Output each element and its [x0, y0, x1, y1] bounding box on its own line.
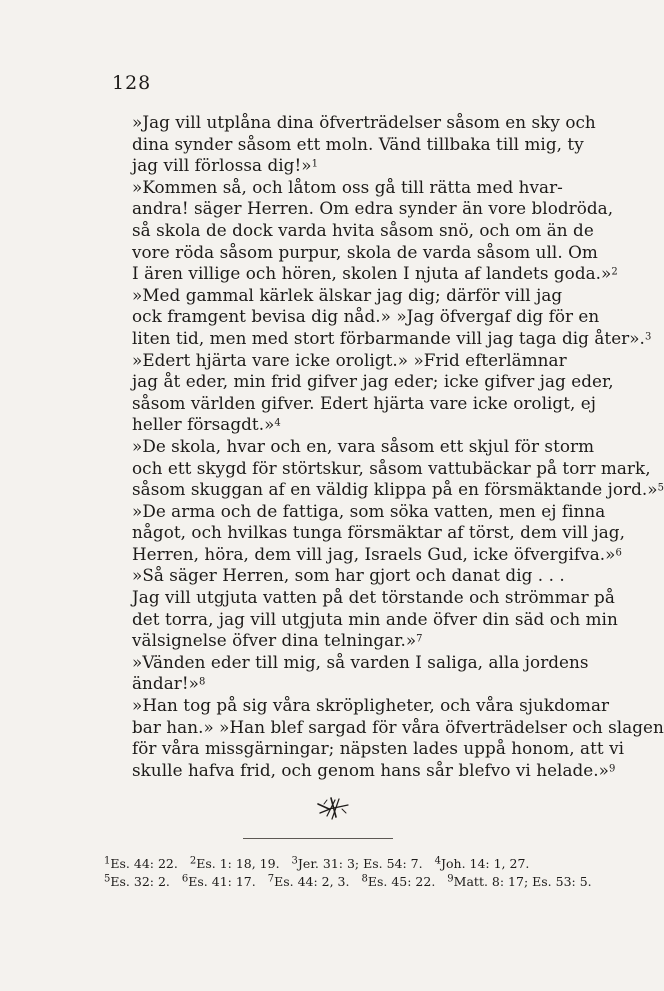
footnote-reference: 1: [311, 158, 319, 170]
text-line: »Jag vill utplåna dina öfverträdelser såsom en sky och: [132, 112, 596, 132]
footnotes: [104, 855, 591, 891]
paragraph: [104, 435, 664, 501]
text-line: såsom skuggan af en väldig klippa på en försmäktande jord.»$^5$: [132, 479, 664, 500]
text-line: Jag vill utgjuta vatten på det törstande och strömmar på: [132, 587, 615, 608]
paragraph: [104, 500, 625, 566]
footnote: $^4$Joh. 14: 1, 27.: [434, 855, 530, 871]
text-line: välsignelse öfver dina telningar.»$^7$: [132, 630, 423, 651]
fleuron-ornament-icon: [315, 795, 351, 821]
text-line: och ett skygd för störtskur, såsom vattubäckar på torr mark,: [132, 457, 651, 478]
text-line: »Så säger Herren, som har gjort och danat dig . . .: [132, 565, 565, 586]
footnote-reference: 2: [611, 266, 618, 278]
footnote-reference: 9: [609, 763, 616, 775]
text-line: »Edert hjärta vare icke oroligt.» »Frid efterlämnar: [132, 349, 567, 370]
footnote: $^1$Es. 44: 22.: [104, 855, 178, 871]
text-line: något, och hvilkas tunga försmäktar af törst, dem vill jag,: [132, 522, 625, 543]
footnote: $^2$Es. 1: 18, 19.: [189, 855, 280, 871]
text-line: »Kommen så, och låtom oss gå till rätta med hvar-: [132, 176, 563, 197]
text-line: andra! säger Herren. Om edra synder än vore blodröda,: [132, 198, 614, 219]
text-line: såsom världen gifver. Edert hjärta vare icke oroligt, ej: [132, 392, 597, 413]
text-line: det torra, jag vill utgjuta min ande öfver din säd och min: [132, 608, 618, 629]
text-line: »Han tog på sig våra skröpligheter, och våra sjukdomar: [132, 695, 610, 716]
footnote: $^3$Jer. 31: 3; Es. 54: 7.: [291, 855, 423, 871]
text-line: »De skola, hvar och en, vara såsom ett skjul för storm: [132, 435, 595, 456]
paragraph: [104, 112, 596, 177]
text-line: liten tid, men med stort förbarmande vill jag taga dig åter».$^3$: [132, 327, 652, 348]
footnote: $^7$Es. 44: 2, 3.: [267, 873, 350, 889]
text-line: vore röda såsom purpur, skola de varda såsom ull. Om: [132, 241, 598, 262]
footnote-reference: 5: [657, 482, 664, 494]
text-line: ändar!»$^8$: [132, 673, 206, 694]
text-line: »Med gammal kärlek älskar jag dig; därför vill jag: [132, 284, 563, 305]
footnote: $^6$Es. 41: 17.: [181, 873, 256, 889]
text-line: jag vill förlossa dig!»$^1$: [132, 155, 319, 176]
text-line: I ären villige och hören, skolen I njuta af landets goda.»$^2$: [132, 263, 618, 284]
footnote-reference: 3: [644, 331, 652, 343]
text-line: »De arma och de fattiga, som söka vatten, men ej finna: [132, 500, 606, 521]
footnote: $^9$Matt. 8: 17; Es. 53: 5.: [447, 873, 592, 889]
text-line: Herren, höra, dem vill jag, Israels Gud, icke öfvergifva.»$^6$: [132, 543, 622, 564]
footnote-line: [104, 873, 591, 891]
text-line: bar han.» »Han blef sargad för våra öfverträdelser och slagen: [132, 716, 664, 737]
text-line: för våra missgärningar; näpsten lades uppå honom, att vi: [132, 738, 625, 759]
footnote-reference: 7: [416, 633, 423, 645]
footnote: $^8$Es. 45: 22.: [361, 873, 436, 889]
footnote: $^5$Es. 32: 2.: [104, 873, 170, 889]
paragraph: [104, 349, 614, 436]
paragraph: [104, 652, 591, 695]
text-line: jag åt eder, min frid gifver jag eder; icke gifver jag eder,: [132, 371, 614, 392]
footnote-reference: 4: [274, 417, 281, 429]
text-line: ock framgent bevisa dig nåd.» »Jag öfvergaf dig för en: [132, 306, 600, 327]
page-number: 128: [112, 72, 152, 94]
text-line: så skola de dock varda hvita såsom snö, och om än de: [132, 219, 594, 240]
paragraph: [104, 695, 664, 781]
footnote-reference: 8: [198, 676, 206, 688]
footnote-divider: [243, 838, 393, 839]
footnote-reference: 6: [615, 547, 622, 559]
paragraph: [104, 176, 618, 285]
text-line: skulle hafva frid, och genom hans sår blefvo vi helade.»$^9$: [132, 759, 616, 780]
paragraph: [104, 284, 652, 350]
paragraph: [104, 565, 618, 651]
body-text: [104, 112, 664, 781]
text-line: dina synder såsom ett moln. Vänd tillbaka till mig, ty: [132, 133, 584, 154]
text-line: »Vänden eder till mig, så varden I saliga, alla jordens: [132, 651, 589, 672]
footnote-line: [104, 855, 591, 873]
text-line: heller försagdt.»$^4$: [132, 414, 281, 435]
